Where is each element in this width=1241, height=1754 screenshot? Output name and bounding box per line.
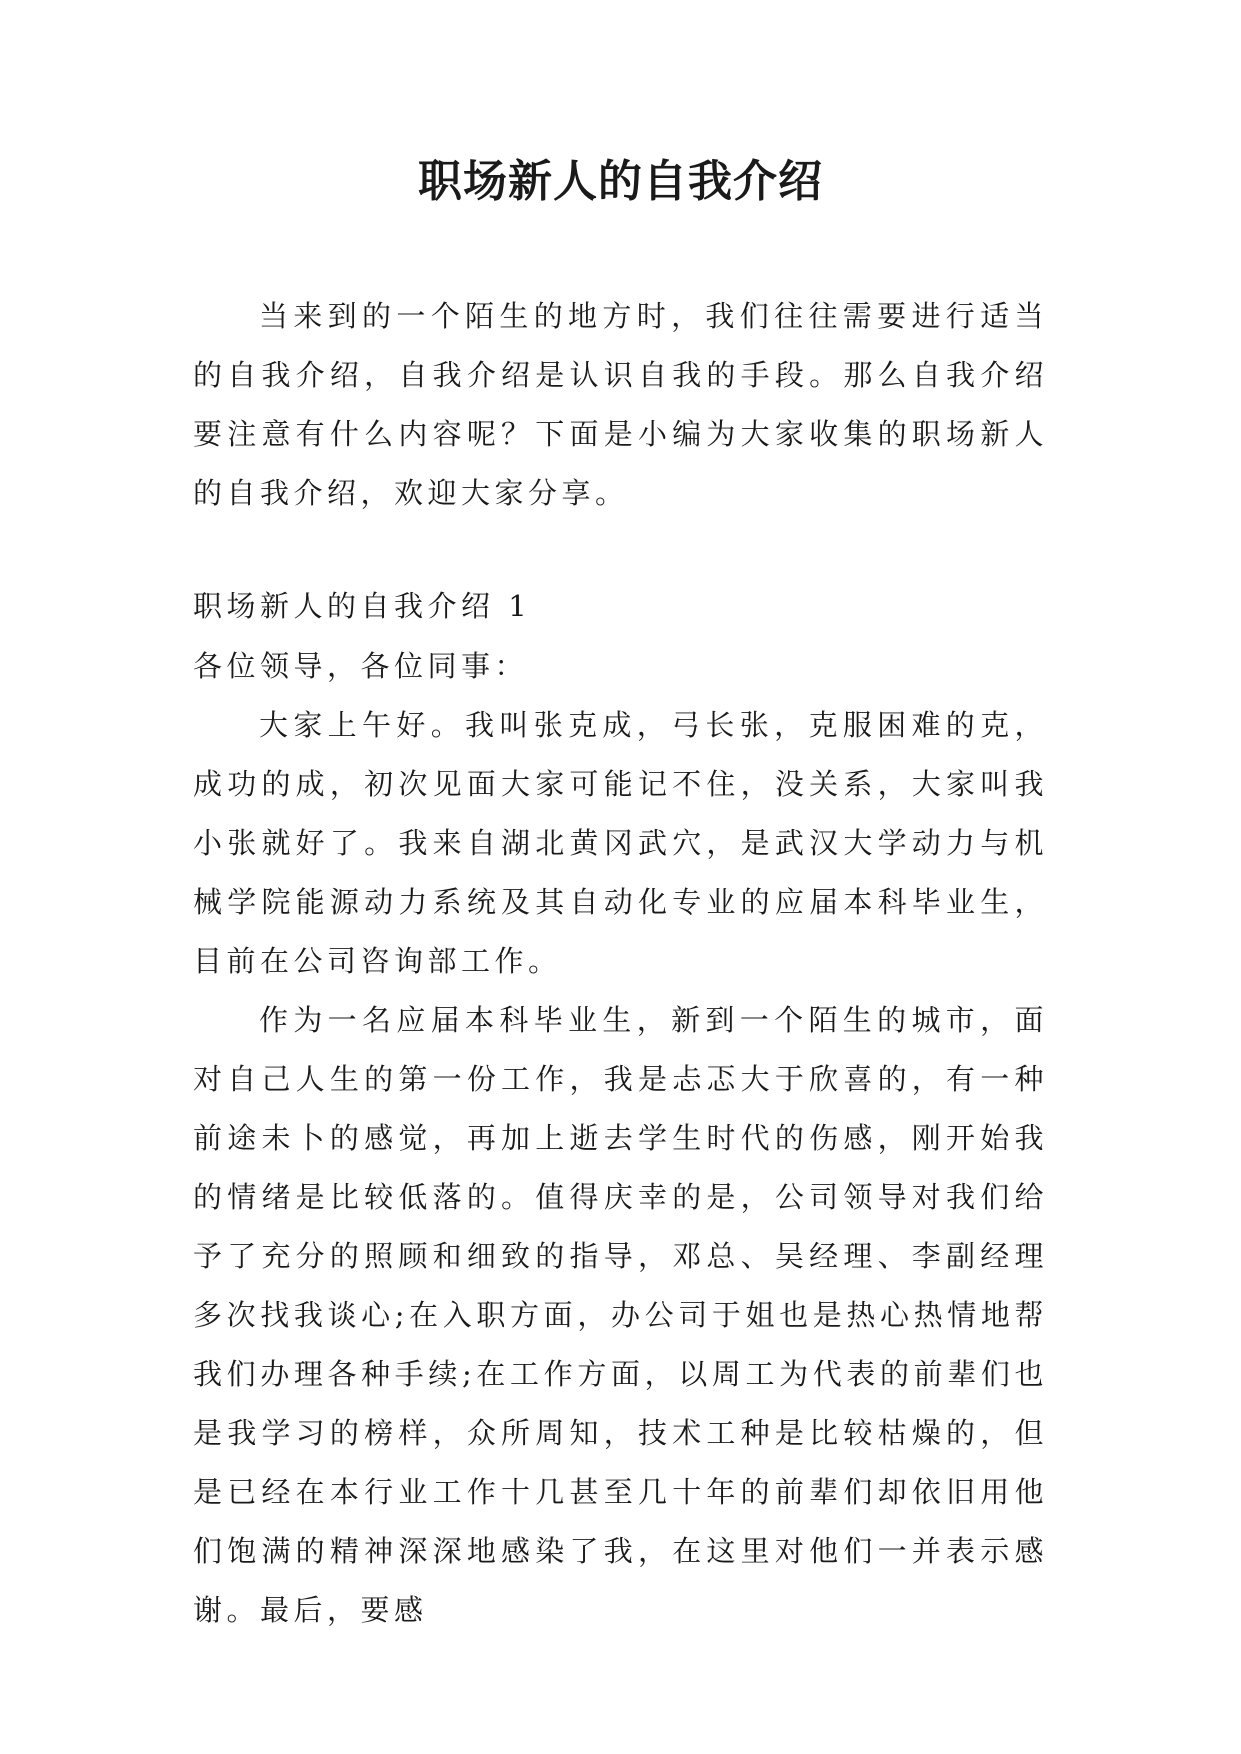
document-title: 职场新人的自我介绍 [418,156,823,207]
salutation: 各位领导，各位同事： [193,649,529,683]
intro-paragraph: 当来到的一个陌生的地方时，我们往往需要进行适当的自我介绍，自我介绍是认识自我的手段。那么自我介绍要注意有什么内容呢？下面是小编为大家收集的职场新人的自我介绍，欢迎大家分享。 [193,299,1048,510]
body-paragraph-1: 大家上午好。我叫张克成，弓长张，克服困难的克，成功的成，初次见面大家可能记不住，没关系，大家叫我小张就好了。我来自湖北黄冈武穴，是武汉大学动力与机械学院能源动力系统及其自动化专业的应届本科毕业生，目前在公司咨询部工作。 [193,708,1048,978]
section-heading: 职场新人的自我介绍 1 [193,589,532,623]
body-paragraph-2: 作为一名应届本科毕业生，新到一个陌生的城市，面对自己人生的第一份工作，我是忐忑大于欣喜的，有一种前途未卜的感觉，再加上逝去学生时代的伤感，刚开始我的情绪是比较低落的。值得庆幸的是，公司领导对我们给予了充分的照顾和细致的指导，邓总、吴经理、李副经理多次找我谈心;在入职方面，办公司于姐也是热心热情地帮我们办理各种手续;在工作方面，以周工为代表的前辈们也是我学习的榜样，众所周知，技术工种是比较枯燥的，但是已经在本行业工作十几甚至几十年的前辈们却依旧用他们饱满的精神深深地感染了我，在这里对他们一并表示感谢。最后，要感 [193,1003,1048,1627]
